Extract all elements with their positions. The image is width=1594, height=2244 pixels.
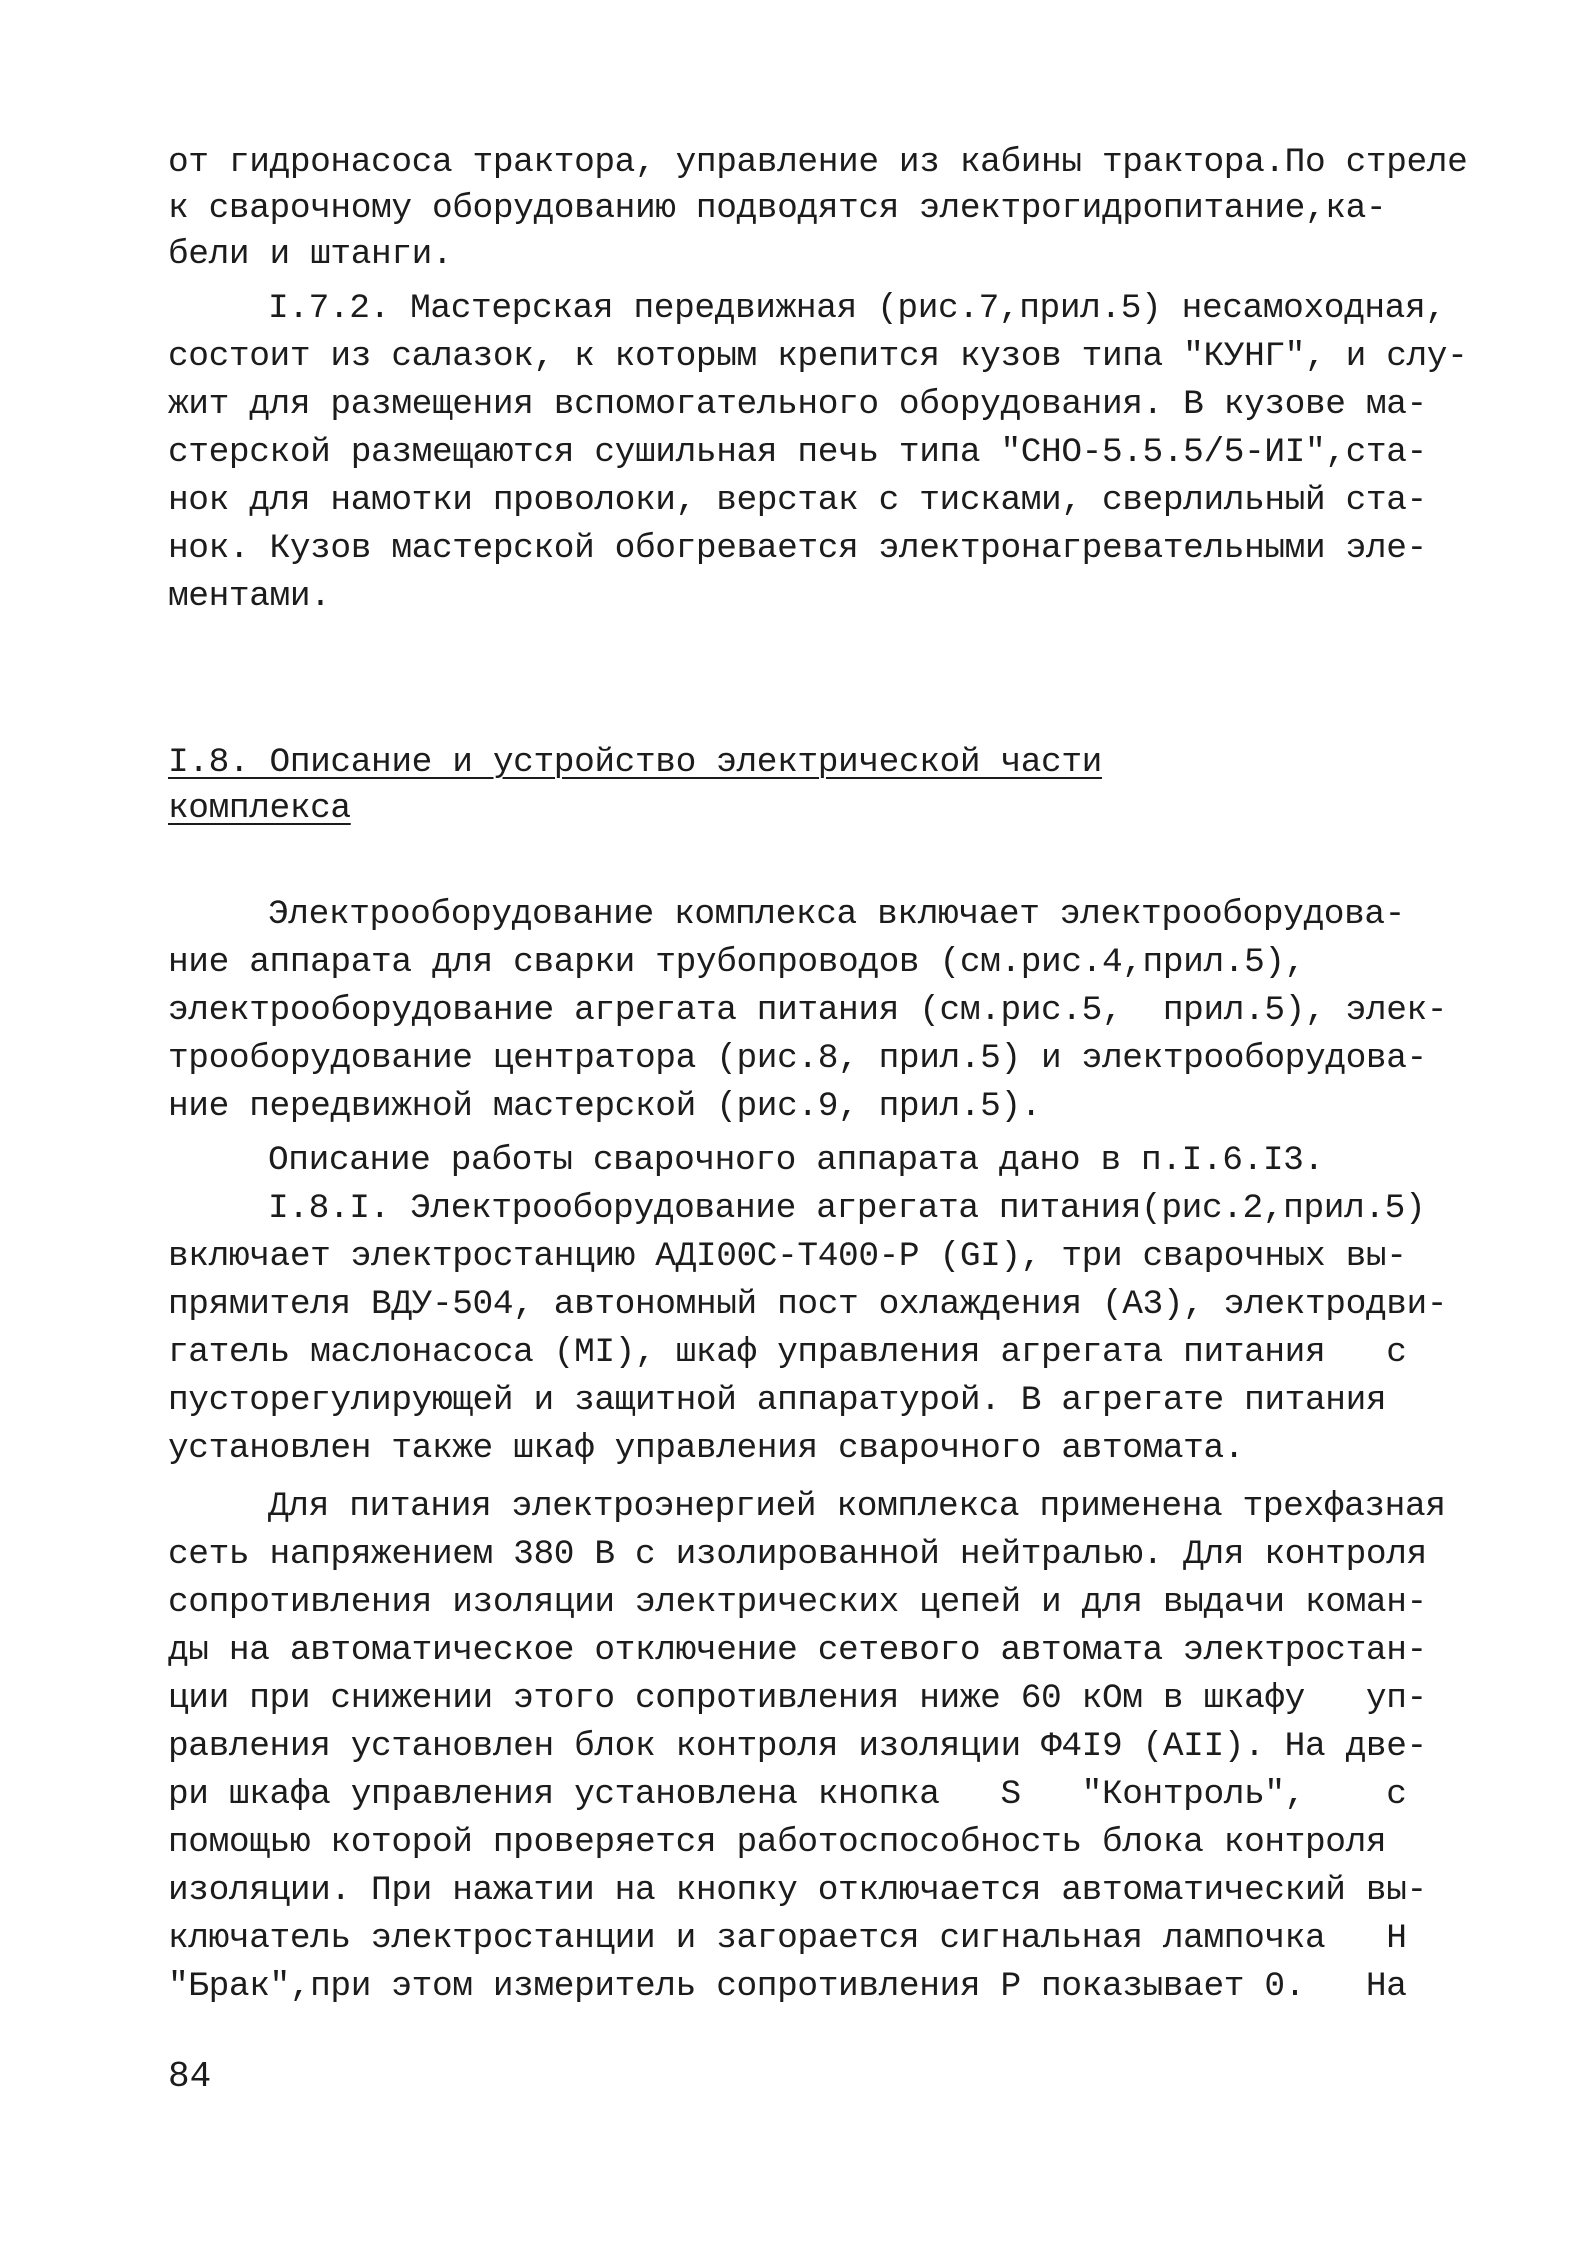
heading-line: комплекса [168,789,351,828]
text-line: пусторегулирующей и защитной аппаратурой. В агрегате питания [168,1381,1387,1420]
text-line: равления установлен блок контроля изоляции Ф4I9 (АII). На две- [168,1727,1427,1766]
text-line: жит для размещения вспомогательного оборудования. В кузове ма- [168,385,1427,424]
text-line: I.8.I. Электрооборудование агрегата питания(рис.2,прил.5) [268,1189,1426,1228]
text-line: нок для намотки проволоки, верстак с тисками, сверлильный ста- [168,481,1427,520]
text-line: прямителя ВДУ-504, автономный пост охлаждения (А3), электродви- [168,1285,1448,1324]
text-line: помощью которой проверяется работоспособность блока контроля [168,1823,1387,1862]
page-number: 84 [168,2056,212,2097]
text-line: ды на автоматическое отключение сетевого автомата электростан- [168,1631,1427,1670]
text-line: электрооборудование агрегата питания (см.рис.5, прил.5), элек- [168,991,1448,1030]
text-line: ние аппарата для сварки трубопроводов (см.рис.4,прил.5), [168,943,1305,982]
text-line: ментами. [168,577,331,616]
text-line: изоляции. При нажатии на кнопку отключается автоматический вы- [168,1871,1427,1910]
text-line: I.7.2. Мастерская передвижная (рис.7,прил.5) несамоходная, [268,289,1446,328]
text-line: сеть напряжением 380 В с изолированной нейтралью. Для контроля [168,1535,1427,1574]
text-line: от гидронасоса трактора, управление из кабины трактора.По стреле [168,143,1468,182]
text-line: "Брак",при этом измеритель сопротивления Р показывает 0. На [168,1967,1407,2006]
text-line: Описание работы сварочного аппарата дано в п.I.6.I3. [268,1141,1324,1180]
text-line: Электрооборудование комплекса включает электрооборудова- [268,895,1405,934]
heading-line: I.8. Описание и устройство электрической части [168,743,1102,782]
text-line: ключатель электростанции и загорается сигнальная лампочка Н [168,1919,1407,1958]
text-line: сопротивления изоляции электрических цепей и для выдачи коман- [168,1583,1427,1622]
text-line: бели и штанги. [168,235,453,274]
text-line: гатель маслонасоса (МI), шкаф управления агрегата питания с [168,1333,1407,1372]
text-line: состоит из салазок, к которым крепится кузов типа "КУНГ", и слу- [168,337,1468,376]
text-line: ции при снижении этого сопротивления ниже 60 кОм в шкафу уп- [168,1679,1427,1718]
text-line: стерской размещаются сушильная печь типа "СНО-5.5.5/5-ИI",ста- [168,433,1427,472]
text-line: Для питания электроэнергией комплекса применена трехфазная [268,1487,1446,1526]
text-line: ние передвижной мастерской (рис.9, прил.5). [168,1087,1042,1126]
text-line: к сварочному оборудованию подводятся электрогидропитание,ка- [168,189,1387,228]
text-line: включает электростанцию АДI00С-Т400-Р (GI), три сварочных вы- [168,1237,1407,1276]
text-line: установлен также шкаф управления сварочного автомата. [168,1429,1245,1468]
text-line: трооборудование центратора (рис.8, прил.5) и электрооборудова- [168,1039,1427,1078]
text-line: нок. Кузов мастерской обогревается электронагревательными эле- [168,529,1427,568]
text-line: ри шкафа управления установлена кнопка S "Контроль", с [168,1775,1407,1814]
